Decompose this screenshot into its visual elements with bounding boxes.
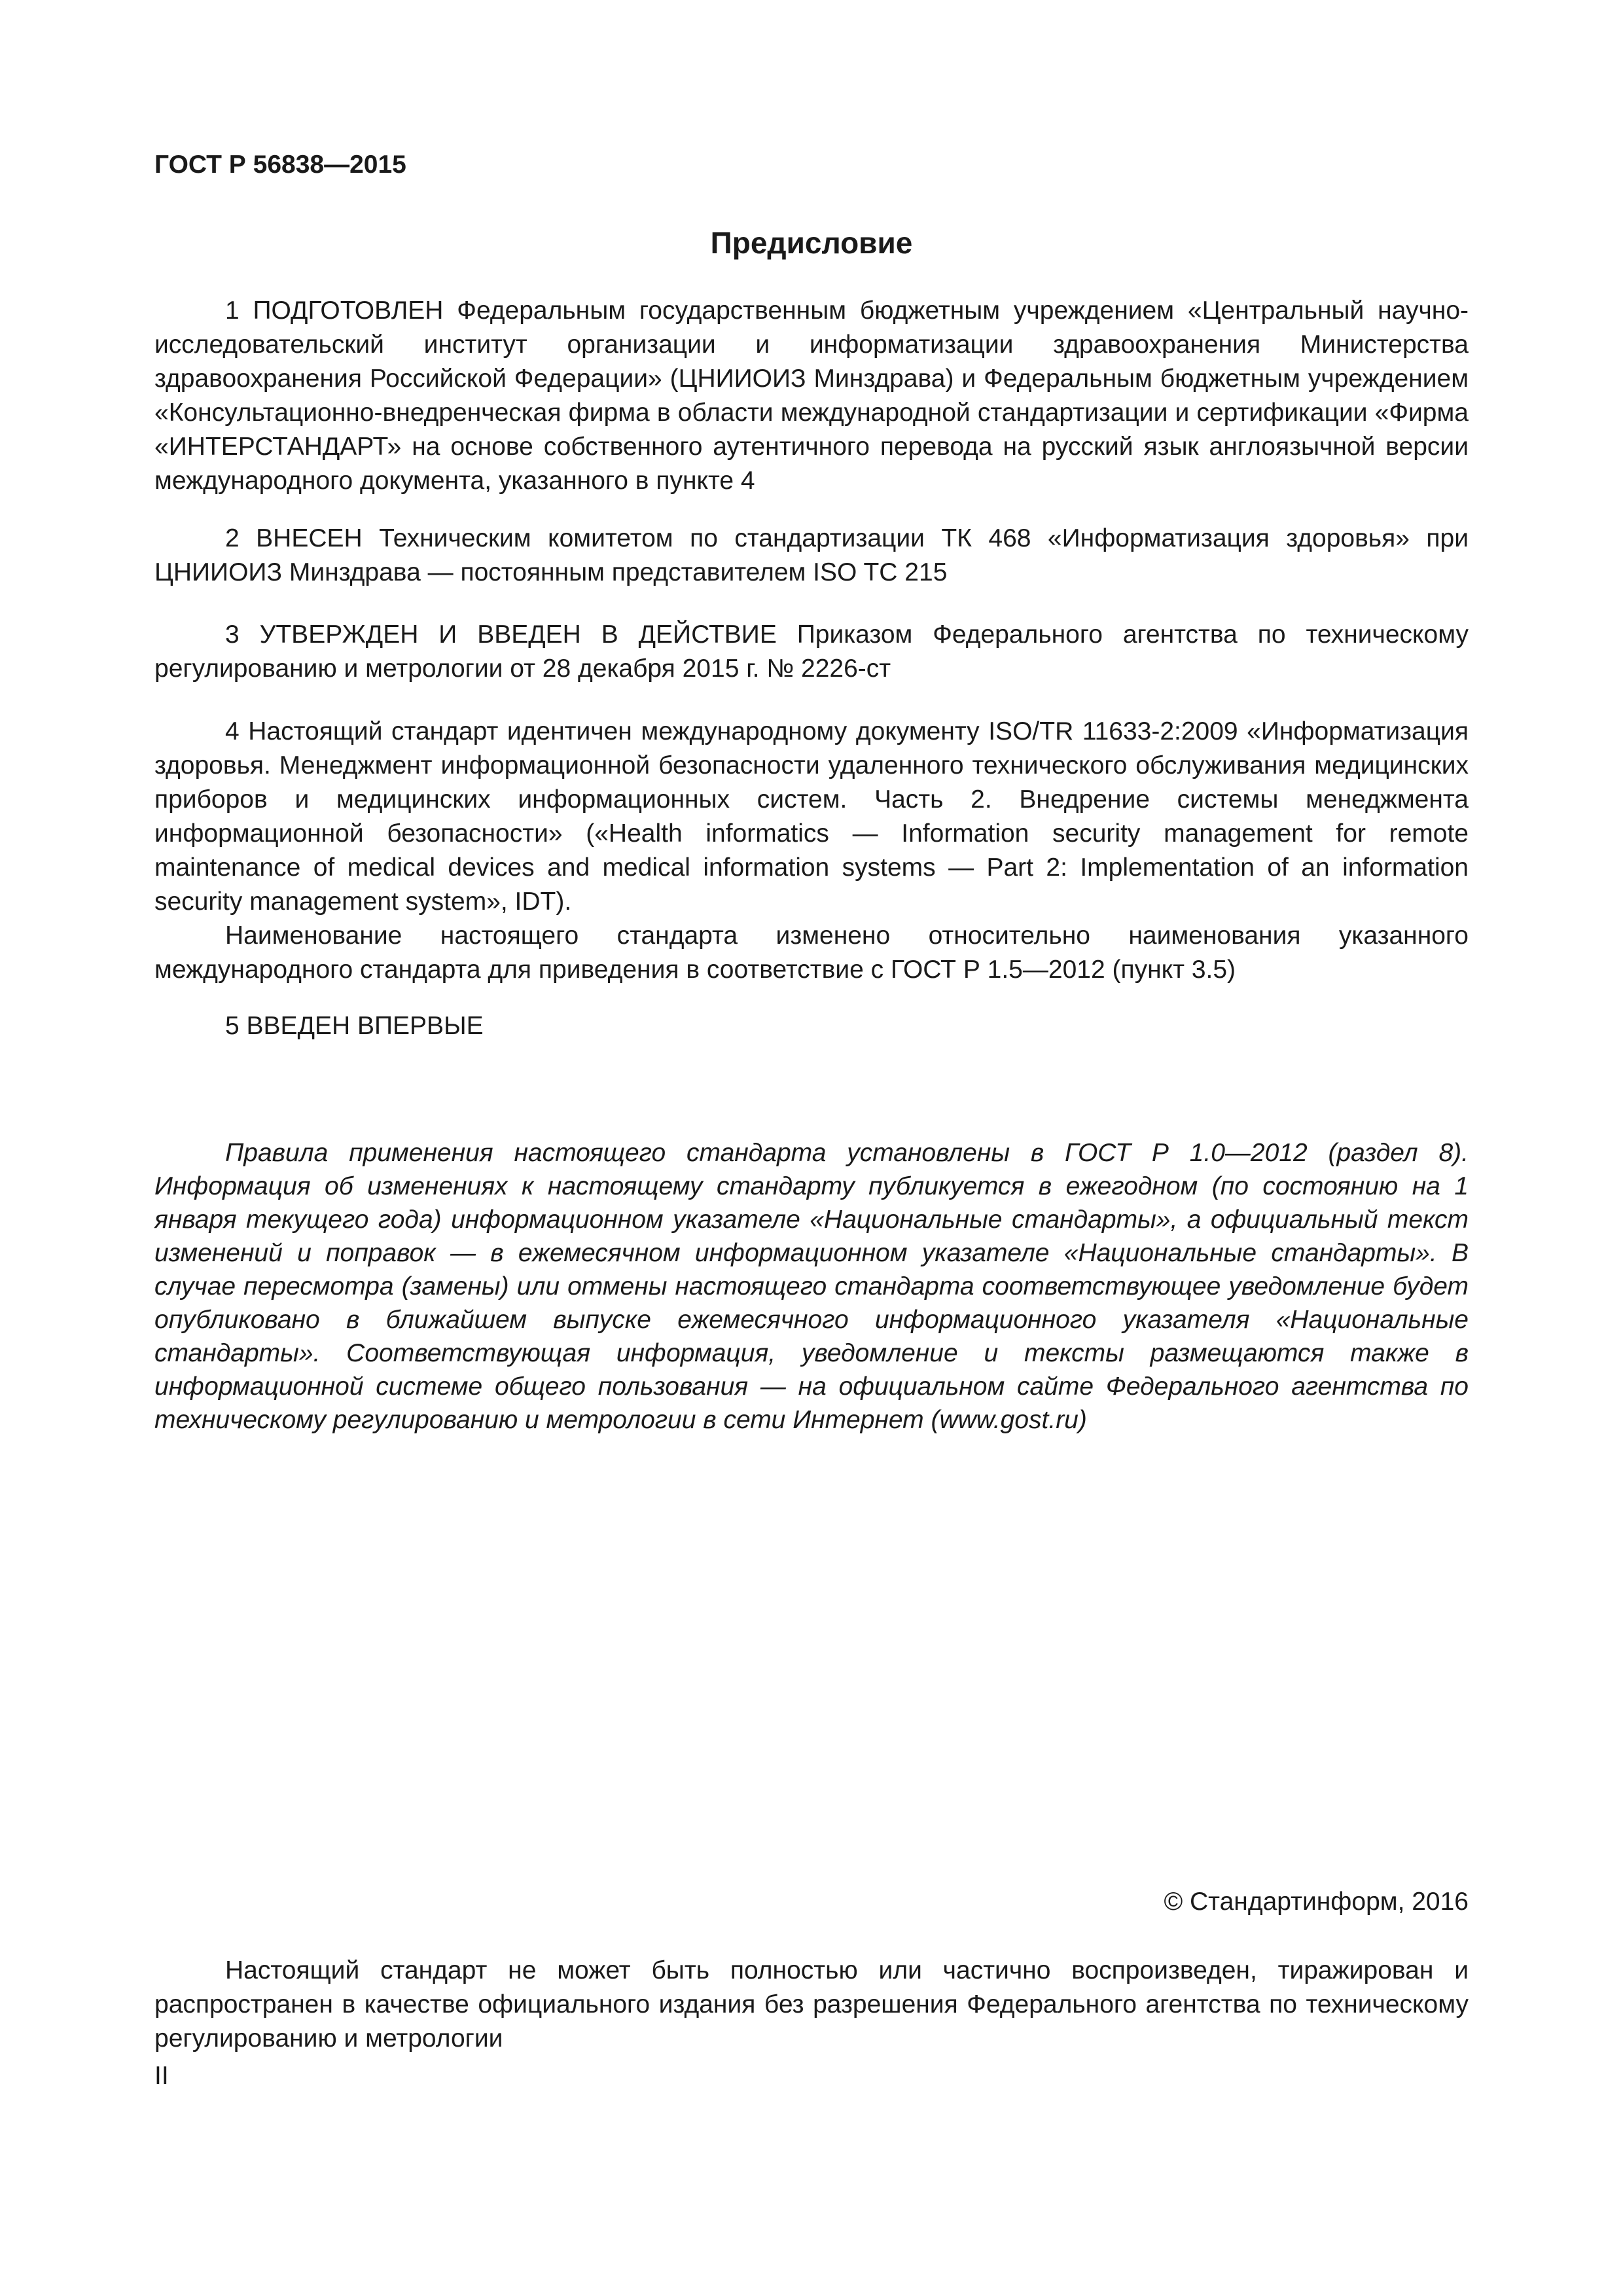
foreword-item-1 [154, 294, 1469, 498]
document-header: ГОСТ Р 56838—2015 [154, 151, 406, 179]
foreword-item-5 [154, 1009, 1469, 1043]
foreword-item-3 [154, 618, 1469, 686]
foreword-item-4-note: Наименование настоящего стандарта изменено относительно наименования указанного международного стандарта для приведения в соответствие с ГОСТ Р 1.5—2012 (пункт 3.5) [154, 922, 1469, 984]
foreword-item-2-text: 2 ВНЕСЕН Техническим комитетом по стандартизации ТК 468 «Информатизация здоровья» при ЦНИИОИЗ Минздрава — постоянным представителем ISO TC 215 [154, 524, 1469, 586]
page-number: II [154, 2062, 169, 2090]
application-rules-notice [154, 1136, 1469, 1437]
foreword-item-5-text: 5 ВВЕДЕН ВПЕРВЫЕ [225, 1012, 484, 1040]
foreword-item-4 [154, 715, 1469, 987]
page-title: Предисловие [710, 226, 913, 260]
reproduction-notice-text: Настоящий стандарт не может быть полностью или частично воспроизведен, тиражирован и распространен в качестве официального издания без разрешения Федерального агентства по техническому регулированию и метрологии [154, 1956, 1469, 2053]
foreword-item-1-text: 1 ПОДГОТОВЛЕН Федеральным государственным бюджетным учреждением «Центральный научно-исследовательский институт организации и информатизации здравоохранения Министерства здравоохранения Российской Федерации» (ЦНИИОИЗ Минздрава) и Федеральным бюджетным учреждением «Консультационно-внедренческая фирма в области международной стандартизации и сертификации «Фирма «ИНТЕРСТАНДАРТ» на основе собственного аутентичного перевода на русский язык англоязычной версии международного документа, указанного в пункте 4 [154, 296, 1469, 495]
foreword-item-4-text: 4 Настоящий стандарт идентичен международному документу ISO/TR 11633-2:2009 «Информатизация здоровья. Менеджмент информационной безопасности удаленного технического обслуживания медицинских приборов и медицинских информационных систем. Часть 2. Внедрение системы менеджмента информационной безопасности» («Health informatics — Information security management for remote maintenance of medical devices and medical information systems — Part 2: Implementation of an information security management system», IDT). [154, 717, 1469, 916]
application-rules-text: Правила применения настоящего стандарта установлены в ГОСТ Р 1.0—2012 (раздел 8). Информация об изменениях к настоящему стандарту публикуется в ежегодном (по состоянию на 1 января текущего года) информационном указателе «Национальные стандарты», а официальный текст изменений и поправок — в ежемесячном информационном указателе «Национальные стандарты». В случае пересмотра (замены) или отмены настоящего стандарта соответствующее уведомление будет опубликовано в ближайшем выпуске ежемесячного информационного указателя «Национальные стандарты». Соответствующая информация, уведомление и тексты размещаются также в информационной системе общего пользования — на официальном сайте Федерального агентства по техническому регулированию и метрологии в сети Интернет (www.gost.ru) [154, 1139, 1469, 1434]
reproduction-notice [154, 1954, 1469, 2056]
foreword-item-3-text: 3 УТВЕРЖДЕН И ВВЕДЕН В ДЕЙСТВИЕ Приказом Федерального агентства по техническому регулированию и метрологии от 28 декабря 2015 г. № 2226-ст [154, 620, 1469, 683]
foreword-item-2 [154, 522, 1469, 590]
copyright-line: © Стандартинформ, 2016 [1164, 1888, 1469, 1916]
